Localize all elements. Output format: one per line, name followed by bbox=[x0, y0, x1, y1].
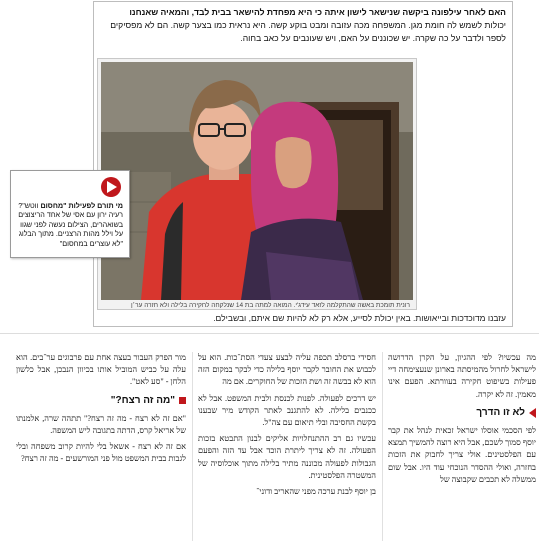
bullet-triangle-icon bbox=[529, 408, 536, 418]
text-column-middle bbox=[198, 352, 376, 541]
subheading bbox=[388, 407, 536, 419]
video-callout[interactable] bbox=[10, 170, 130, 258]
column-rule bbox=[192, 352, 193, 541]
paragraph: בן יוסף לבנת ערכה מפני שהאריב ודוני־ bbox=[256, 487, 376, 497]
paragraph: מור הפרק העבור בעצה אחת עם פרבוגים ער־בים. הוא עלה על כביש המוביל אותו בכיוון הנבכן, אבל כלשון הלחן - "סע לאט". bbox=[16, 353, 186, 387]
paragraph: לפי הסכמי אוסלו ישראל זכאית לנהל את קבר יוסף סמוך לשכם, אבל היא רוצה להמשיך תמצא עם הפלסטינים. אולי צריך לחבוק את הזכות בחזרה, ואולי ההסדר הנוכחי עוד היו. אבל שום ממשלה לא תכבים שקבוצה של bbox=[388, 426, 536, 484]
photo-frame bbox=[97, 58, 417, 310]
paragraph: "אם זה לא רצח - מה זה רצח?" תתהה שרה, אלמנתו של אריאל קרס, הדתה בתגובה ליש המשפה. bbox=[16, 413, 186, 436]
video-body: ווטש"? רעיה ירון עם אסי של אחד הריצוצים בשואהרים, הצילום נעשה לפני שגוו על וילל מהות הרצניים. מתוך הבלוג "לא עוצרים במחסום" bbox=[18, 201, 123, 248]
lead-line-2: יכולות לשמש לה חומת מגן. המשפחה מכה עזובה ומבט בוקע קשה. היא נראית כמו בצער קשה. הם לא מפסיקים bbox=[110, 20, 506, 30]
lead-paragraph bbox=[100, 6, 506, 45]
video-title: מי תורם לפעילות "מחסום bbox=[40, 201, 123, 210]
lead-line-1: האם לאחר עילפונה ביקשה שנישאר לישון איתה כי היא מפחדת להישאר בבית לבד, והמאיה שאנחנו bbox=[129, 7, 506, 17]
lead-line-3: לספר ולדבר על כה שקרה. יש שכוננים על האם, ויש שעונבים על כאב בחוה. bbox=[240, 33, 506, 43]
text-column-right bbox=[388, 352, 536, 541]
subheading-text: "מה זה רצח?" bbox=[110, 394, 175, 406]
play-button[interactable] bbox=[101, 177, 121, 197]
subheading bbox=[16, 395, 186, 407]
section-divider bbox=[0, 333, 539, 334]
play-icon bbox=[107, 181, 117, 193]
paragraph: מה עכשיו? לפי ההגיון, על הקרן הדרושה לישראל לחרול מהמיסתה בארונן שנעצימחה דיי פעילות בשיפוט חקירה בעוורתא. הפעם אינו מאמין. זה לא יקרה. bbox=[388, 353, 536, 399]
text-column-left bbox=[16, 352, 186, 541]
column-rule bbox=[382, 352, 383, 541]
photo-caption: רונית תומכת באשה שהתקלמה לזאד עידג'י. המואה למתה בת 14 שנלקחה לחקירה בלילה ולא חזרה ער׳ן bbox=[130, 302, 410, 309]
article-closing-line: עזבנו מדוכדכות ובייאושות. באין יכולת לסייע, אלא רק לא להיות שם איתם, ובשבילם. bbox=[213, 313, 506, 323]
paragraph: עכשיו גם רב ההתנחלויות אליקים לבנון התבטא בזכות הפעולה. זה לא צריך ליתרת הוכד אבל עד הזה והפעם הגבולות לפעולה מכוננה מתיר בלילה מתוך אוכלוסיה של המשטרה הפלסטינית. bbox=[198, 434, 376, 480]
subheading-text: לא זו הדרך bbox=[476, 406, 525, 418]
paragraph: יש דרכים לפעולה. לפנות לכנסת ולבית המשפט. אבל לא ככנבים בלילה. לא להתגנב לאתר הקודש מיר שבענו בקשת החסיבה ובלי תיאום עם צה"ל. bbox=[198, 393, 376, 428]
paragraph: חסידי ברסלב תכפה עליה לבצע צעדי הסת־כות. הוא על לכבוש את החובר לקבר יוסף בלילה כדי לבקר במקום הזה הוא לא בבשה זה ושת הזכות של החוקרים. אם מה bbox=[198, 353, 376, 387]
paragraph: אם זה לא רצח - אשאל בלי להיות קרוב משפחה ובלי לגבות בבית המשפט מול פני המורשעים - מה זה רצח? bbox=[16, 442, 186, 464]
article-panel bbox=[93, 1, 513, 327]
article-photo bbox=[101, 62, 413, 300]
video-description bbox=[15, 201, 123, 248]
bullet-square-icon bbox=[179, 397, 186, 404]
